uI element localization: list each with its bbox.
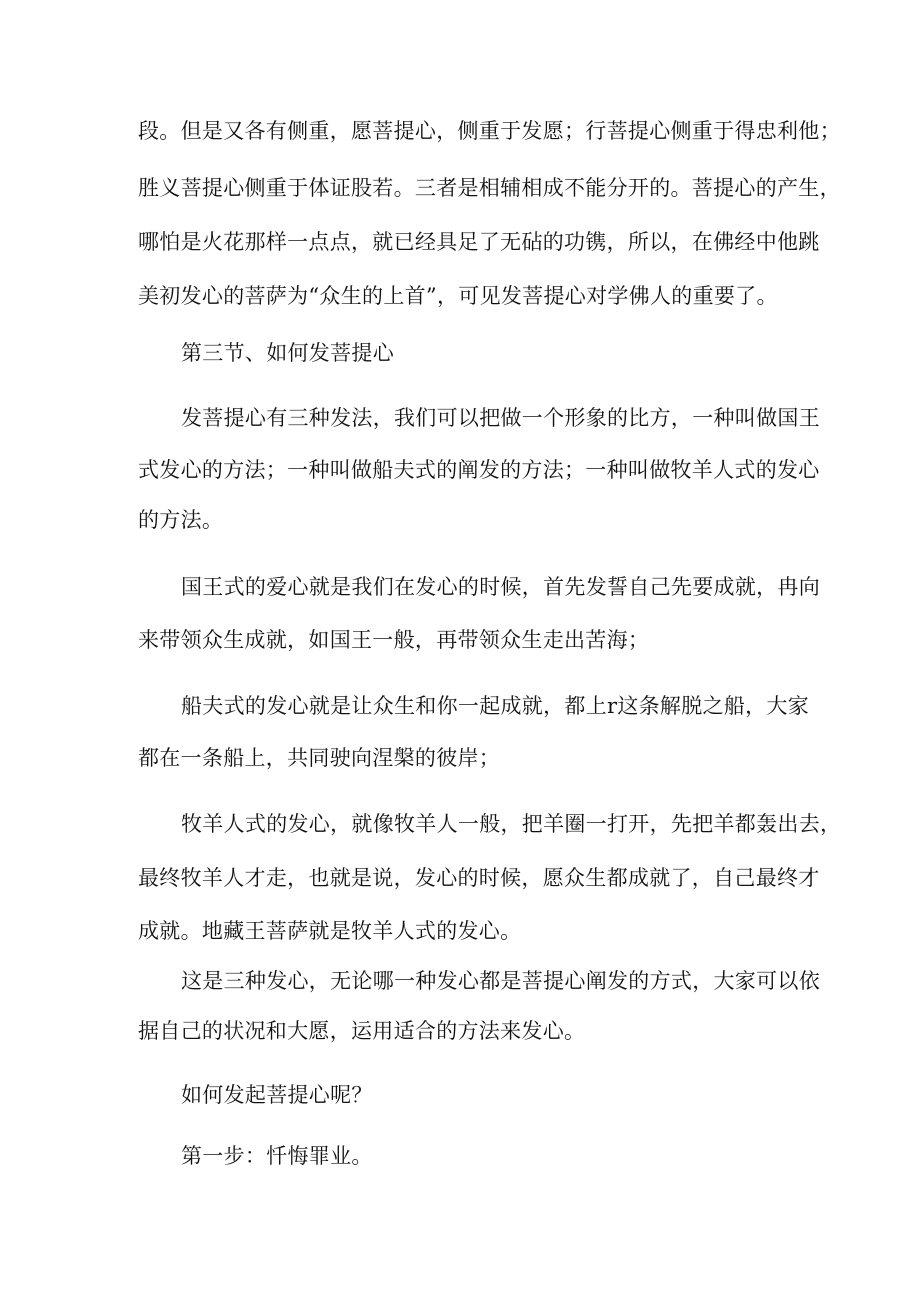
text-line: 最终牧羊人才走，也就是说，发心的时候，愿众生都成就了，自己最终才 — [138, 866, 820, 890]
text-line: 来带领众生成就，如国王一般，再带领众生走出苦海； — [138, 628, 650, 652]
text-line: 这是三种发心，无论哪一种发心都是菩提心阐发的方式，大家可以依 — [181, 969, 820, 993]
section-heading: 第三节、如何发菩提心 — [181, 341, 394, 365]
text-line: 据自己的状况和大愿，运用适合的方法来发心。 — [138, 1019, 586, 1043]
text-line: 发菩提心有三种发法，我们可以把做一个形象的比方，一种叫做国王 — [181, 406, 820, 430]
text-line: 段。但是又各有侧重，愿菩提心，侧重于发愿；行菩提心侧重于得忠利他； — [138, 119, 841, 143]
text-line: 的方法。 — [138, 508, 224, 532]
text-line: 国王式的爱心就是我们在发心的时候，首先发誓自己先要成就，冉向 — [181, 575, 820, 599]
text-line: 哪怕是火花那样一点点，就已经具足了无砧的功镌，所以，在佛经中他跳 — [138, 230, 820, 254]
text-line: 船夫式的发心就是让众生和你一起成就，都上r这条解脱之船，大家 — [181, 694, 810, 718]
text-line: 美初发心的菩萨为“众生的上首”，可见发菩提心对学佛人的重要了。 — [138, 284, 778, 308]
text-line: 都在一条船上，共同驶向涅槃的彼岸； — [138, 746, 501, 770]
text-line: 牧羊人式的发心，就像牧羊人一般，把羊圈一打开，先把羊都轰出去， — [181, 812, 842, 836]
text-line: 成就。地藏王菩萨就是牧羊人式的发心。 — [138, 919, 522, 943]
question-line: 如何发起菩提心呢？ — [181, 1083, 373, 1107]
text-line: 式发心的方法；一种叫做船夫式的阐发的方法；一种叫做牧羊人式的发心 — [138, 458, 820, 482]
step-heading: 第一步：忏悔罪业。 — [181, 1144, 373, 1168]
text-line: 胜义菩提心侧重于体证股若。三者是相辅相成不能分开的。菩提心的产生， — [138, 176, 841, 200]
